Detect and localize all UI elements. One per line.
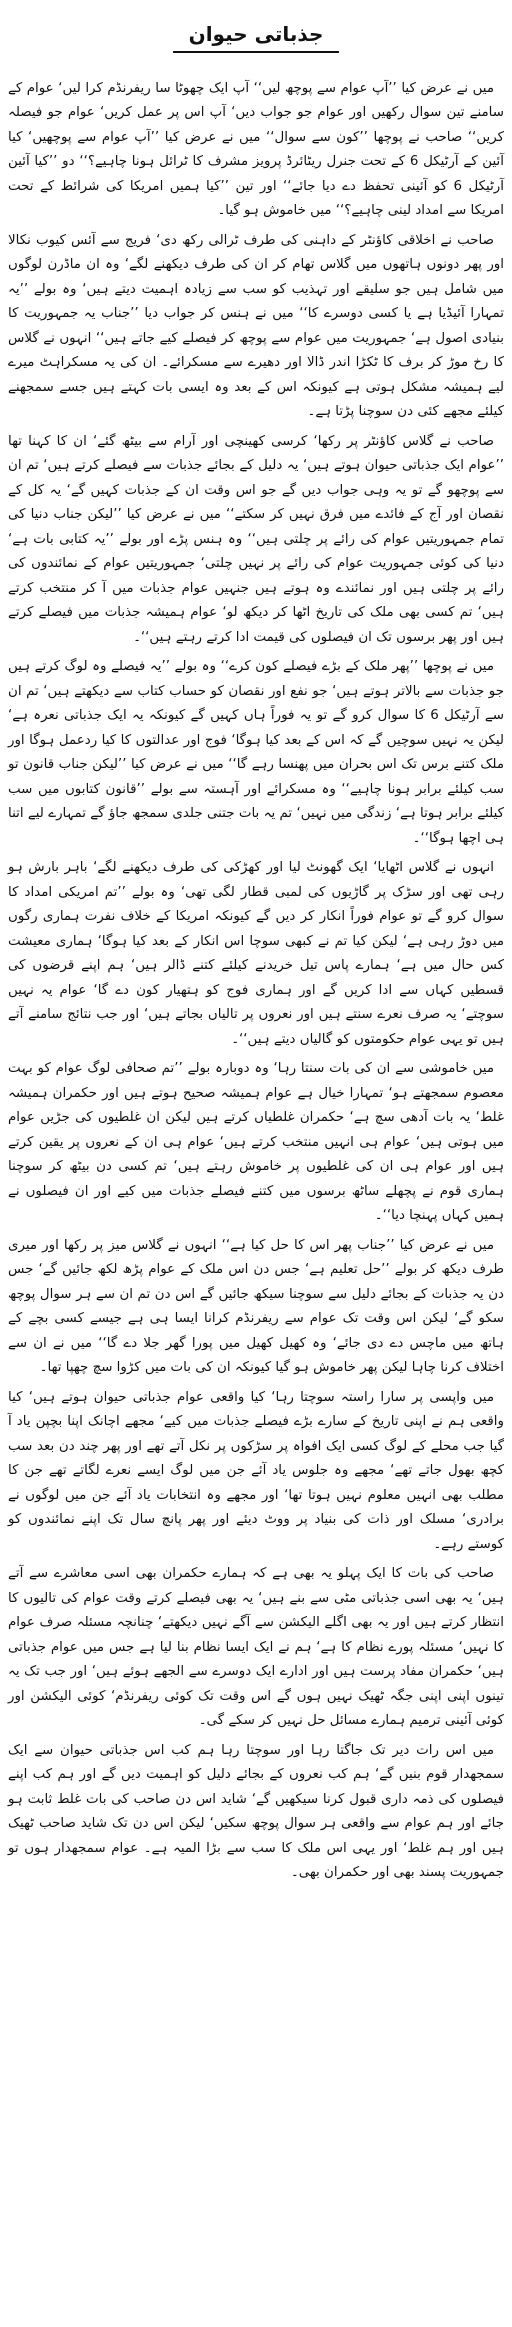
- column-title: جذباتی حیوان: [173, 19, 340, 53]
- paragraph: میں خاموشی سے ان کی بات سنتا رہا‘ وہ دوبارہ بولے ’’تم صحافی لوگ عوام کو بہت معصوم سمجھتے ہو‘ تمہارا خیال ہے عوام ہمیشہ صحیح ہوتے ہیں اور حکمران ہمیشہ غلط‘ یہ بات آدھی سچ ہے‘ حکمران غلطیاں کرتے ہیں لیکن ان غلطیوں کی جڑیں عوام میں ہوتی ہیں‘ عوام ہی انہیں منتخب کرتے ہیں‘ عوام ہی ان کے نعروں پر یقین کرتے ہیں اور عوام ہی ان کی غلطیوں پر خاموش رہتے ہیں‘ تم کسی دن بیٹھ کر سوچنا ہماری قوم نے پچھلے ساٹھ برسوں میں کتنے فیصلے جذبات میں کیے اور ان فیصلوں نے ہمیں کہاں پہنچا دیا‘‘۔: [8, 1061, 504, 1224]
- paragraph: میں نے پوچھا ’’پھر ملک کے بڑے فیصلے کون کرے‘‘ وہ بولے ’’یہ فیصلے وہ لوگ کرتے ہیں جو جذبات سے بالاتر ہوتے ہیں‘ جو نفع اور نقصان کو حساب کتاب سے دیکھتے ہیں‘ تم ان سے آرٹیکل 6 کا سوال کرو گے تو یہ فوراً ہاں کہیں گے کیونکہ یہ ایک جذباتی نعرہ ہے‘ لیکن یہ نہیں سوچیں گے کہ اس کے بعد کیا ہوگا‘ فوج اور عدالتوں کا کیا ردعمل ہوگا اور ملک کتنے برس تک اس بحران میں پھنسا رہے گا‘‘ میں نے عرض کیا ’’لیکن جناب قانون تو سب کیلئے برابر ہونا چاہیے‘‘ وہ مسکرائے اور آہستہ سے بولے ’’قانون کتابوں میں سب کیلئے برابر ہوتا ہے‘ زندگی میں نہیں‘ تم یہ بات جتنی جلدی سمجھ جاؤ گے تمہارے لیے اتنا ہی اچھا ہوگا‘‘۔: [8, 659, 504, 846]
- paragraph: صاحب کی بات کا ایک پہلو یہ بھی ہے کہ ہمارے حکمران بھی اسی معاشرے سے آتے ہیں‘ یہ بھی اسی جذباتی مٹی سے بنے ہیں‘ یہ بھی فیصلے کرتے وقت عوام کی تالیوں کا انتظار کرتے ہیں اور یہ بھی اگلے الیکشن سے آگے نہیں دیکھتے‘ چنانچہ مسئلہ صرف عوام کا نہیں‘ مسئلہ پورے نظام کا ہے‘ ہم نے ایک ایسا نظام بنا لیا ہے جس میں عوام جذباتی ہیں‘ حکمران مفاد پرست ہیں اور ادارے ایک دوسرے سے الجھے ہوئے ہیں‘ اور جب تک یہ تینوں اپنی اپنی جگہ ٹھیک نہیں ہوں گے اس وقت تک کوئی ریفرنڈم‘ کوئی الیکشن اور کوئی آئینی ترمیم ہمارے مسائل حل نہیں کر سکے گی۔: [8, 1566, 504, 1729]
- column-body: [8, 77, 504, 1886]
- paragraph: میں واپسی پر سارا راستہ سوچتا رہا‘ کیا واقعی عوام جذباتی حیوان ہوتے ہیں‘ کیا واقعی ہم نے اپنی تاریخ کے سارے بڑے فیصلے جذبات میں کیے‘ مجھے اچانک اپنا بچپن یاد آ گیا جب محلے کے لوگ کسی ایک افواہ پر سڑکوں پر نکل آتے تھے اور پھر چند دن بعد سب کچھ بھول جاتے تھے‘ مجھے وہ جلوس یاد آئے جن میں لوگ ایسے نعرے لگاتے تھے جن کا مطلب بھی انہیں معلوم نہیں ہوتا تھا‘ اور مجھے وہ انتخابات یاد آئے جن میں لوگوں نے برادری‘ مسلک اور ذات کی بنیاد پر ووٹ دیئے اور پھر پانچ سال تک اپنے نمائندوں کو کوستے رہے۔: [8, 1389, 504, 1552]
- paragraph: صاحب نے گلاس کاؤنٹر پر رکھا‘ کرسی کھینچی اور آرام سے بیٹھ گئے‘ ان کا کہنا تھا ’’عوام ایک جذباتی حیوان ہوتے ہیں‘ یہ دلیل کے بجائے جذبات سے فیصلے کرتے ہیں‘ تم ان سے پوچھو گے تو یہ وہی جواب دیں گے جو اس وقت ان کے جذبات کہیں گے‘ یہ کل کے نقصان اور آج کے فائدے میں فرق نہیں کر سکتے‘‘ میں نے عرض کیا ’’لیکن جناب دنیا کی تمام جمہوریتیں عوام کی رائے پر چلتی ہیں‘‘ وہ ہنس پڑے اور بولے ’’یہ کتابی بات ہے‘ دنیا کی کوئی جمہوریت عوام کی رائے پر نہیں چلتی‘ جمہوریتیں عوام کے نمائندوں کی رائے پر چلتی ہیں اور نمائندے وہ ہوتے ہیں جنہیں عوام جذبات میں آ کر منتخب کرتے ہیں‘ تم کسی بھی ملک کی تاریخ اٹھا کر دیکھ لو‘ عوام ہمیشہ جذبات میں فیصلے کرتے ہیں اور پھر برسوں تک ان فیصلوں کی قیمت ادا کرتے رہتے ہیں‘‘۔: [8, 433, 504, 645]
- column-header: [8, 6, 504, 67]
- paragraph: صاحب نے اخلاقی کاؤنٹر کے داہنی کی طرف ٹرالی رکھ دی‘ فریج سے آئس کیوب نکالا اور پھر دونوں ہاتھوں میں گلاس تھام کر ان کی طرف دیکھنے لگے‘ وہ ان ماڈرن لوگوں میں شامل ہیں جو سلیقے اور تہذیب کو سب سے زیادہ اہمیت دیتے ہیں‘ وہ بولے ’’یہ تمہارا آئیڈیا ہے یا کسی دوسرے کا‘‘ میں نے ہنس کر جواب دیا ’’جناب یہ جمہوریت کا بنیادی اصول ہے‘ جمہوریت میں عوام سے پوچھ کر فیصلے کیے جاتے ہیں‘‘ انہوں نے گلاس کا رخ موڑ کر برف کا ٹکڑا اندر ڈالا اور دھیرے سے مسکرائے۔ ان کی یہ مسکراہٹ میرے لیے ہمیشہ مشکل ہوتی ہے کیونکہ اس کے بعد وہ ایسی بات کہتے ہیں جسے سمجھنے کیلئے مجھے کئی دن سوچنا پڑتا ہے۔: [8, 232, 504, 420]
- paragraph: انہوں نے گلاس اٹھایا‘ ایک گھونٹ لیا اور کھڑکی کی طرف دیکھنے لگے‘ باہر بارش ہو رہی تھی اور سڑک پر گاڑیوں کی لمبی قطار لگی تھی‘ وہ بولے ’’تم امریکی امداد کا سوال کرو گے تو عوام فوراً انکار کر دیں گے کیونکہ امریکا کے خلاف نفرت ہماری رگوں میں دوڑ رہی ہے‘ لیکن کیا تم نے کبھی سوچا اس انکار کے بعد کیا ہوگا‘ ہماری معیشت کس حال میں ہے‘ ہمارے پاس تیل خریدنے کیلئے کتنے ڈالر ہیں‘ ہم اپنے قرضوں کی قسطیں کہاں سے ادا کریں گے اور ہماری فوج کو ہتھیار کون دے گا‘ عوام یہ نہیں سوچتے‘ یہ صرف نعرے سنتے ہیں اور نعروں پر تالیاں بجاتے ہیں‘ اور جب نتائج سامنے آتے ہیں تو یہی عوام حکومتوں کو گالیاں دیتے ہیں‘‘۔: [8, 860, 504, 1047]
- paragraph: میں نے عرض کیا ’’جناب پھر اس کا حل کیا ہے‘‘ انہوں نے گلاس میز پر رکھا اور میری طرف دیکھ کر بولے ’’حل تعلیم ہے‘ جس دن اس ملک کے عوام پڑھ لکھ جائیں گے‘ جس دن یہ جذبات کے بجائے دلیل سے سوچنا سیکھ جائیں گے اس دن تم ان سے ہر سوال پوچھ سکو گے‘ لیکن اس وقت تک عوام سے ریفرنڈم کرانا ایسا ہی ہے جیسے کسی بچے کے ہاتھ میں ماچس دے دی جائے‘ وہ کھیل کھیل میں پورا گھر جلا دے گا‘‘ میں نے ان سے اختلاف کرنا چاہا لیکن پھر خاموش ہو گیا کیونکہ ان کی بات میں کڑوا سچ چھپا تھا۔: [8, 1237, 504, 1376]
- paragraph: میں اس رات دیر تک جاگتا رہا اور سوچتا رہا ہم کب اس جذباتی حیوان سے ایک سمجھدار قوم بنیں گے‘ ہم کب نعروں کے بجائے دلیل کو اہمیت دیں گے اور ہم کب اپنے فیصلوں کی ذمہ داری قبول کرنا سیکھیں گے‘ شاید اس دن صاحب کی بات غلط ثابت ہو جائے اور ہم عوام سے واقعی ہر سوال پوچھ سکیں‘ لیکن اس دن تک شاید صاحب ٹھیک ہیں اور ہم غلط‘ اور یہی اس ملک کا سب سے بڑا المیہ ہے۔ عوام سمجھدار ہوں تو جمہوریت پسند بھی اور حکمران بھی۔: [8, 1742, 504, 1881]
- paragraph: میں نے عرض کیا ’’آپ عوام سے پوچھ لیں‘‘ آپ ایک چھوٹا سا ریفرنڈم کرا لیں‘ عوام کے سامنے تین سوال رکھیں اور عوام جو جواب دیں‘ آپ اس پر عمل کریں‘ عوام جو فیصلہ کریں‘‘ صاحب نے پوچھا ’’کون سے سوال‘‘ میں نے عرض کیا ’’آپ عوام سے پوچھیں‘ کیا آئین کے آرٹیکل 6 کے تحت جنرل ریٹائرڈ پرویز مشرف کا ٹرائل ہونا چاہیے؟‘‘ دو ’’کیا آئین آرٹیکل 6 کو آئینی تحفظ دے دیا جائے‘‘ اور تین ’’کیا ہمیں امریکا کی شرائط کے تحت امریکا سے امداد لینی چاہیے؟‘‘ میں خاموش ہو گیا۔: [8, 80, 504, 219]
